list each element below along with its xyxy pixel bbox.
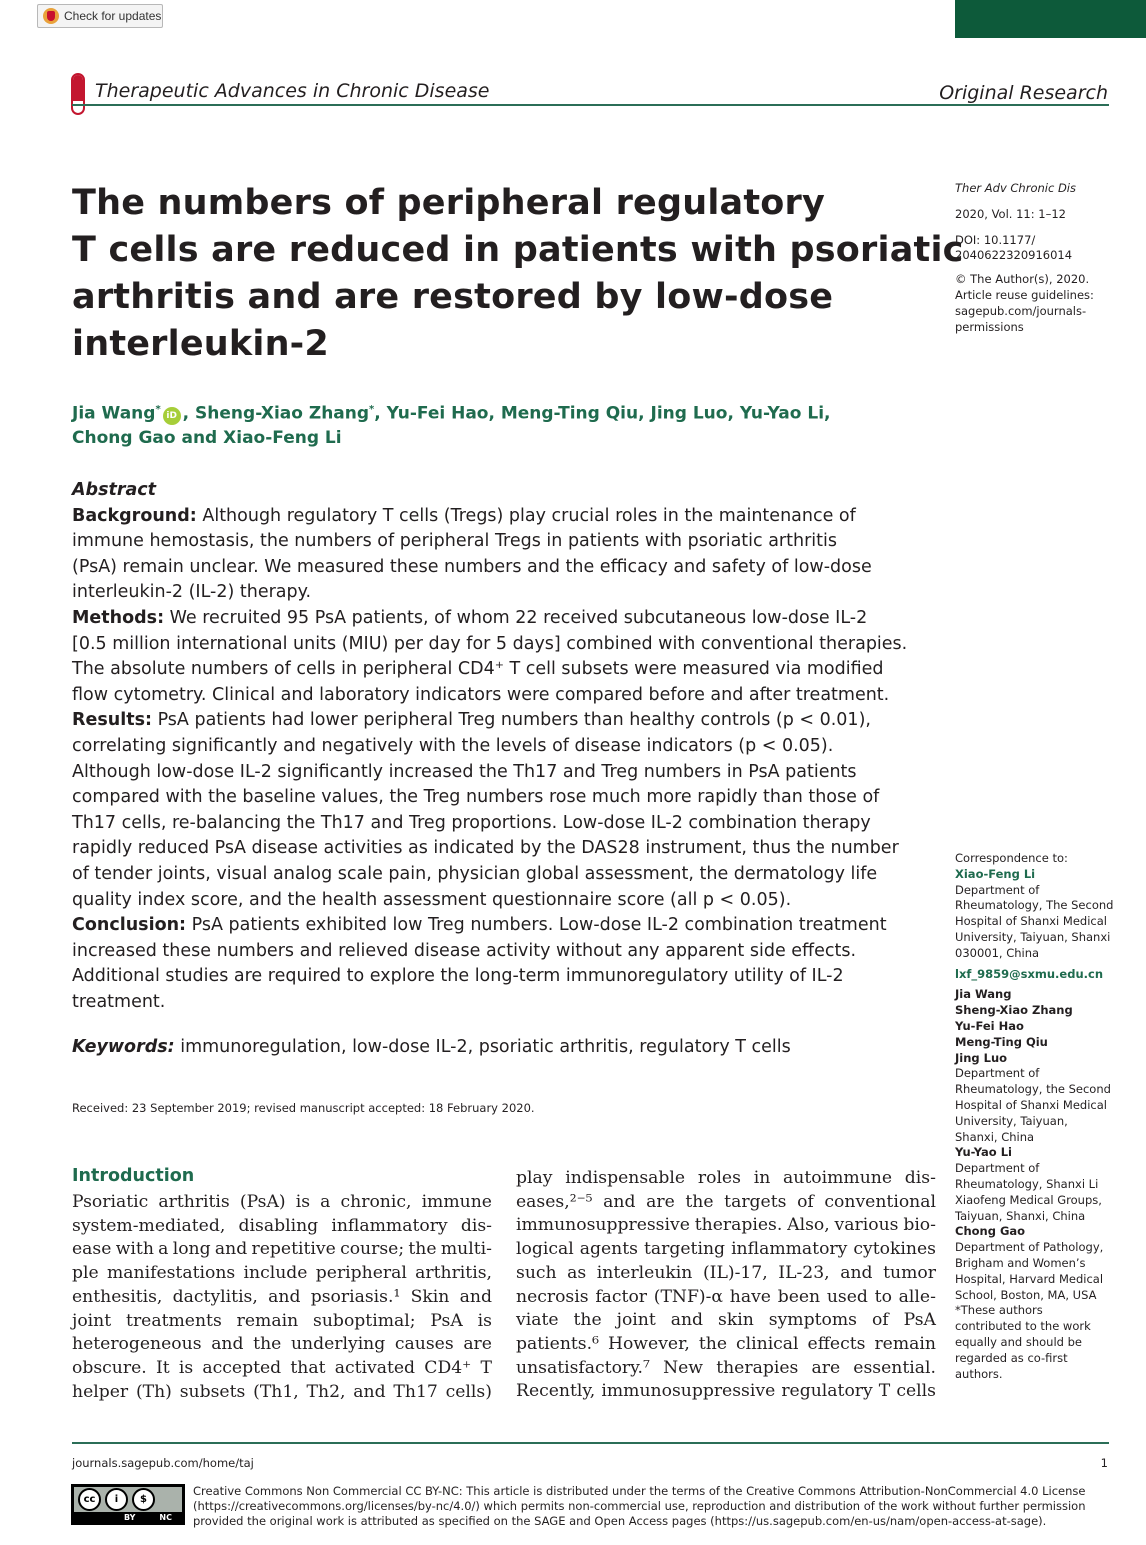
abstract-text: Although regulatory T cells (Tregs) play crucial roles in the maintenance of [196,505,856,526]
author-line: Chong Gao and Xiao-Feng Li [72,427,342,448]
word: and [211,1334,244,1355]
word: effects [807,1333,866,1354]
body-line [516,1309,936,1333]
header-divider [72,104,1109,106]
body-line [516,1357,936,1381]
affiliation-line: Xiaofeng Medical Groups, [955,1192,1102,1207]
author-name: Yu-Yao Li [955,1145,1012,1160]
abstract-line: increased these numbers and relieved disease activity without any apparent side effects. [72,940,857,961]
word: ease [72,1239,112,1260]
word: disabling [238,1215,319,1236]
word: immunosuppressive [601,1381,776,1402]
word: the [685,1191,714,1212]
word: accepted [202,1357,282,1378]
abstract-line [72,913,934,939]
affiliation-line: Shanxi, China [955,1129,1035,1144]
word: the [698,1333,728,1354]
doi-link[interactable]: 2040622320916014 [955,248,1073,263]
co-first-note: regarded as co-first [955,1350,1068,1365]
volume: 2020, Vol. 11: 1–12 [955,206,1066,221]
word: cells [896,1381,936,1402]
word: and [459,1286,492,1307]
word: causes [394,1334,454,1355]
doi-link[interactable]: DOI: 10.1177/ [955,232,1036,247]
word: (PsA) [239,1192,286,1212]
body-line [516,1214,936,1238]
co-first-note: contributed to the work [955,1319,1091,1334]
word: is [477,1310,492,1331]
word: chronic, [340,1192,412,1212]
journal-abbrev: Ther Adv Chronic Dis [955,181,1076,195]
word: conventional [824,1191,936,1212]
word: of [797,1191,814,1212]
word: immune [421,1192,492,1212]
keywords [72,1035,934,1061]
abstract-line: (PsA) remain unclear. We measured these numbers and the efficacy and safety of low-dose [72,556,872,577]
word: clinical [736,1333,799,1354]
word: activated [334,1357,416,1378]
page-number: 1 [1100,1456,1108,1470]
author-name: Jia Wang [955,987,1012,1002]
word: are [811,1357,841,1378]
author-names: , Yu-Fei Hao, Meng-Ting Qiu, Jing Luo, Yu-Yao Li, [374,403,831,424]
word: have [729,1286,771,1307]
check-for-updates-button[interactable] [37,4,163,28]
word: arthritis, [415,1263,492,1284]
word: therapies [716,1357,799,1378]
reuse-link[interactable]: permissions [955,319,1024,334]
body-line [516,1333,936,1357]
author-name: Jing Luo [955,1050,1008,1065]
word: play [516,1168,553,1188]
body-line [516,1262,936,1286]
word: patients.⁶ [516,1333,599,1354]
affiliation-line: Hospital of Shanxi Medical [955,914,1107,929]
affiliation-line: Department of [955,1066,1040,1081]
affiliation-line: University, Taiyuan, [955,1113,1068,1128]
word: (IL)-17, [702,1262,768,1283]
word: factor [595,1286,648,1307]
footer-divider [72,1442,1109,1444]
affiliation-line: 030001, China [955,945,1040,960]
word: T [878,1381,891,1402]
body-line [516,1238,936,1262]
author-list [72,398,932,450]
word: as [567,1262,587,1283]
body-line [72,1215,492,1239]
word: helper [72,1381,129,1402]
word: repetitive [251,1239,336,1260]
journal-color-block [955,0,1146,38]
word: is [178,1357,194,1378]
word: that [290,1357,326,1378]
check-for-updates-label: Check for updates [64,9,162,23]
abstract-text: PsA patients exhibited low Treg numbers. Low-dose IL-2 combination treatment [186,915,887,936]
abstract-line: rapidly reduced PsA disease activities as indicated by the DAS28 instrument, thus the number [72,838,899,859]
body-line [516,1167,936,1191]
affiliation-line: Taiyuan, Shanxi, China [955,1208,1086,1223]
word: and [670,1310,704,1331]
word: T [480,1357,492,1378]
abstract [72,478,934,1061]
word: cytokines [853,1239,936,1260]
word: and [353,1381,386,1402]
abstract-heading: Abstract [72,480,157,500]
attribution-icon: i [105,1488,128,1511]
word: peripheral [315,1263,407,1284]
reuse-link[interactable]: sagepub.com/journals- [955,303,1087,318]
word: PsA [903,1310,936,1331]
cc-by-nc-license-icon[interactable] [71,1484,185,1525]
methods-label: Methods: [72,607,165,628]
author-name: Yu-Fei Hao [955,1018,1024,1033]
word: dis- [460,1215,492,1236]
orcid-icon[interactable]: iD [163,407,181,425]
abstract-line: Although low-dose IL-2 significantly increased the Th17 and Treg numbers in PsA patients [72,761,857,782]
word: Skin [410,1286,450,1307]
word: are [646,1191,675,1212]
word: ple [72,1263,99,1284]
word: to [874,1286,892,1307]
abstract-line: correlating significantly and negatively with the levels of disease indicators (p < 0.05). [72,735,834,756]
word: autoimmune [783,1168,893,1188]
word: Th17 [393,1381,438,1402]
word: obscure. [72,1357,147,1378]
word: of [871,1310,889,1331]
word: include [243,1263,308,1284]
word: Also, [787,1215,830,1236]
word: various [834,1215,899,1236]
body-line [72,1310,492,1334]
reuse-guidelines: Article reuse guidelines: [955,287,1094,302]
by-label: BY [123,1513,136,1522]
license-line: provided the original work is attributed as specified on the SAGE and Open Access pages (https://us.sagepub.com/en-us/nam/open-access-at-sage). [193,1513,1047,1528]
introduction-heading: Introduction [72,1166,195,1186]
word: psoriasis.¹ [310,1286,401,1307]
author-name: Chong Gao [955,1224,1026,1239]
word: inflammatory [731,1239,848,1260]
body-line [516,1286,936,1310]
word: unsatisfactory.⁷ [516,1357,650,1378]
word: treatments [126,1310,222,1331]
word: is [295,1192,311,1212]
affiliation-line: Brigham and Women’s [955,1255,1086,1270]
affiliation-line: Rheumatology, The Second [955,898,1114,913]
word: long [172,1239,211,1260]
co-first-mark: * [155,404,161,415]
author-name[interactable]: Jia Wang [72,403,156,424]
word: enthesitis, [72,1286,163,1307]
word: with [115,1239,154,1260]
body-line [72,1238,492,1262]
correspondence [955,851,1113,1382]
word: subsets [179,1381,246,1402]
word: and [840,1262,873,1283]
word: It [155,1357,170,1378]
word: such [516,1262,557,1283]
author-name: Meng-Ting Qiu [955,1034,1048,1049]
word: joint [72,1310,112,1331]
word: essential. [853,1357,936,1378]
word: are [463,1334,492,1355]
abstract-line: interleukin-2 (IL-2) therapy. [72,582,312,603]
word: (Th) [135,1381,172,1402]
word: agents [579,1239,638,1260]
word: symptoms [768,1310,857,1331]
word: (TNF)-α [653,1286,724,1307]
conclusion-label: Conclusion: [72,915,187,936]
affiliation-line: University, Taiyuan, Shanxi [955,929,1111,944]
results-label: Results: [72,710,152,731]
word: skin [718,1310,754,1331]
word: indispensable [565,1168,686,1188]
word: viate [516,1310,559,1331]
nc-label: NC [159,1513,172,1522]
journal-name: Therapeutic Advances in Chronic Disease [95,80,490,102]
affiliation-line: Rheumatology, Shanxi Li [955,1176,1099,1191]
affiliation-line: Rheumatology, the Second [955,1082,1111,1097]
word: the [408,1239,437,1260]
word: eases,²⁻⁵ [516,1191,593,1212]
word: a [320,1192,331,1212]
word: targets [724,1191,787,1212]
co-first-note: authors. [955,1366,1003,1381]
title-line: interleukin-2 [72,324,329,364]
copyright: © The Author(s), 2020. [955,272,1090,287]
word: inflammatory [331,1215,448,1236]
word: Psoriatic [72,1192,149,1212]
abstract-line: [0.5 million international units (MIU) per day for 5 days] combined with conventional therapies. [72,633,908,654]
license-line: (https://creativecommons.org/licenses/by-nc/4.0/) which permits non-commercial use, reproduction and distribution of the work without further permission [193,1498,1086,1513]
word: tumor [883,1262,936,1283]
word: heterogeneous [72,1334,202,1355]
body-line [516,1191,936,1215]
word: and [214,1239,248,1260]
affiliation-line: Hospital of Shanxi Medical [955,1097,1107,1112]
body-line [72,1262,492,1286]
article-type: Original Research [939,82,1108,104]
author-name: , Sheng-Xiao Zhang [182,403,370,424]
abstract-text: We recruited 95 PsA patients, of whom 22 received subcutaneous low-dose IL-2 [164,607,868,628]
abstract-line: Th17 cells, re-balancing the Th17 and Treg proportions. Low-dose IL-2 combination therapy [72,812,871,833]
abstract-line: quality index score, and the health assessment questionnaire score (all p < 0.05). [72,889,792,910]
word: cells) [445,1381,492,1402]
title-line: arthritis and are restored by low-dose [72,277,834,317]
received-dates: Received: 23 September 2019; revised manuscript accepted: 18 February 2020. [72,1101,535,1115]
word: dis- [904,1168,936,1188]
affiliation-line: Department of [955,1161,1040,1176]
word: manifestations [106,1263,236,1284]
abstract-line: immune hemostasis, the numbers of peripheral Tregs in patients with psoriatic arthritis [72,531,837,552]
author-name: Sheng-Xiao Zhang [955,1003,1073,1018]
word: CD4⁺ [424,1357,472,1378]
affiliation-line: School, Boston, MA, USA [955,1287,1097,1302]
abstract-line: flow cytometry. Clinical and laboratory indicators were compared before and after treatment. [72,684,890,705]
crossmark-icon [43,8,59,24]
abstract-line: The absolute numbers of cells in peripheral CD4⁺ T cell subsets were measured via modified [72,659,884,680]
intro-column-left [72,1191,492,1404]
co-first-note: equally and should be [955,1334,1082,1349]
abstract-line: of tender joints, visual analog scale pain, physician global assessment, the dermatology life [72,863,878,884]
word: joint [616,1310,656,1331]
keywords-label: Keywords: [72,1037,175,1058]
affiliation-line: Hospital, Harvard Medical [955,1271,1104,1286]
word: been [777,1286,821,1307]
word: interleukin [596,1262,693,1283]
word: arthritis [158,1192,230,1212]
word: the [253,1334,282,1355]
co-first-note: *These authors [955,1303,1043,1318]
word: PsA [430,1310,463,1331]
word: remain [236,1310,299,1331]
body-line [72,1191,492,1215]
keywords-text: immunoregulation, low-dose IL-2, psoriatic arthritis, regulatory T cells [174,1037,791,1058]
word: (Th1, [253,1381,299,1402]
body-line [72,1333,492,1357]
intro-column-right [516,1167,936,1404]
word: IL-23, [778,1262,830,1283]
word: roles [697,1168,741,1188]
word: the [573,1310,602,1331]
body-line [72,1357,492,1381]
word: a [158,1239,169,1260]
word: used [826,1286,868,1307]
word: immunosuppressive [516,1215,690,1236]
cc-icon: cc [78,1488,101,1511]
abstract-line: treatment. [72,991,166,1012]
body-line [516,1380,936,1404]
abstract-line [72,504,934,530]
affiliation-line: Department of Pathology, [955,1240,1104,1255]
non-commercial-icon: $ [132,1488,155,1511]
word: therapies. [694,1215,783,1236]
title-line: The numbers of peripheral regulatory [72,183,826,223]
abstract-line [72,606,934,632]
word: necrosis [516,1286,589,1307]
word: logical [516,1239,574,1260]
co-first-mark: * [369,404,375,415]
background-label: Background: [72,505,197,526]
body-line [72,1381,492,1405]
body-line [72,1286,492,1310]
word: Th2, [306,1381,346,1402]
word: bio- [903,1215,936,1236]
license-line: Creative Commons Non Commercial CC BY-NC: This article is distributed under the terms of the Creative Commons Attribution-NonCommercial 4.0 License [193,1484,1086,1498]
word: However, [607,1333,690,1354]
word: course; [340,1239,405,1260]
journal-logo-icon [71,73,85,115]
word: targeting [644,1239,726,1260]
word: system-mediated, [72,1215,226,1236]
word: dactylitis, [172,1286,258,1307]
word: underlying [290,1334,386,1355]
license-text [193,1484,1086,1528]
abstract-line: Additional studies are required to explore the long-term immunoregulatory utility of IL-2 [72,966,844,987]
word: and [268,1286,301,1307]
article-meta [955,181,1094,335]
title-line: T cells are reduced in patients with psoriatic [72,230,964,270]
word: remain [874,1333,936,1354]
word: in [753,1168,771,1188]
abstract-text: PsA patients had lower peripheral Treg numbers than healthy controls (p < 0.01), [152,710,871,731]
article-title [72,180,964,368]
word: multi- [440,1239,492,1260]
word: suboptimal; [313,1310,416,1331]
email-link[interactable]: lxf_9859@sxmu.edu.cn [955,966,1104,981]
corresponding-author: Xiao-Feng Li [955,866,1036,881]
word: and [603,1191,636,1212]
journal-url-link[interactable]: journals.sagepub.com/home/taj [72,1456,254,1470]
affiliation-line: Department of [955,882,1040,897]
abstract-line: compared with the baseline values, the Treg numbers rose much more rapidly than those of [72,787,880,808]
word: regulatory [781,1381,873,1402]
correspondence-heading: Correspondence to: [955,851,1068,865]
author-line [72,398,932,426]
abstract-line [72,708,934,734]
word: New [663,1357,704,1378]
word: alle- [898,1286,936,1307]
word: Recently, [516,1381,596,1402]
